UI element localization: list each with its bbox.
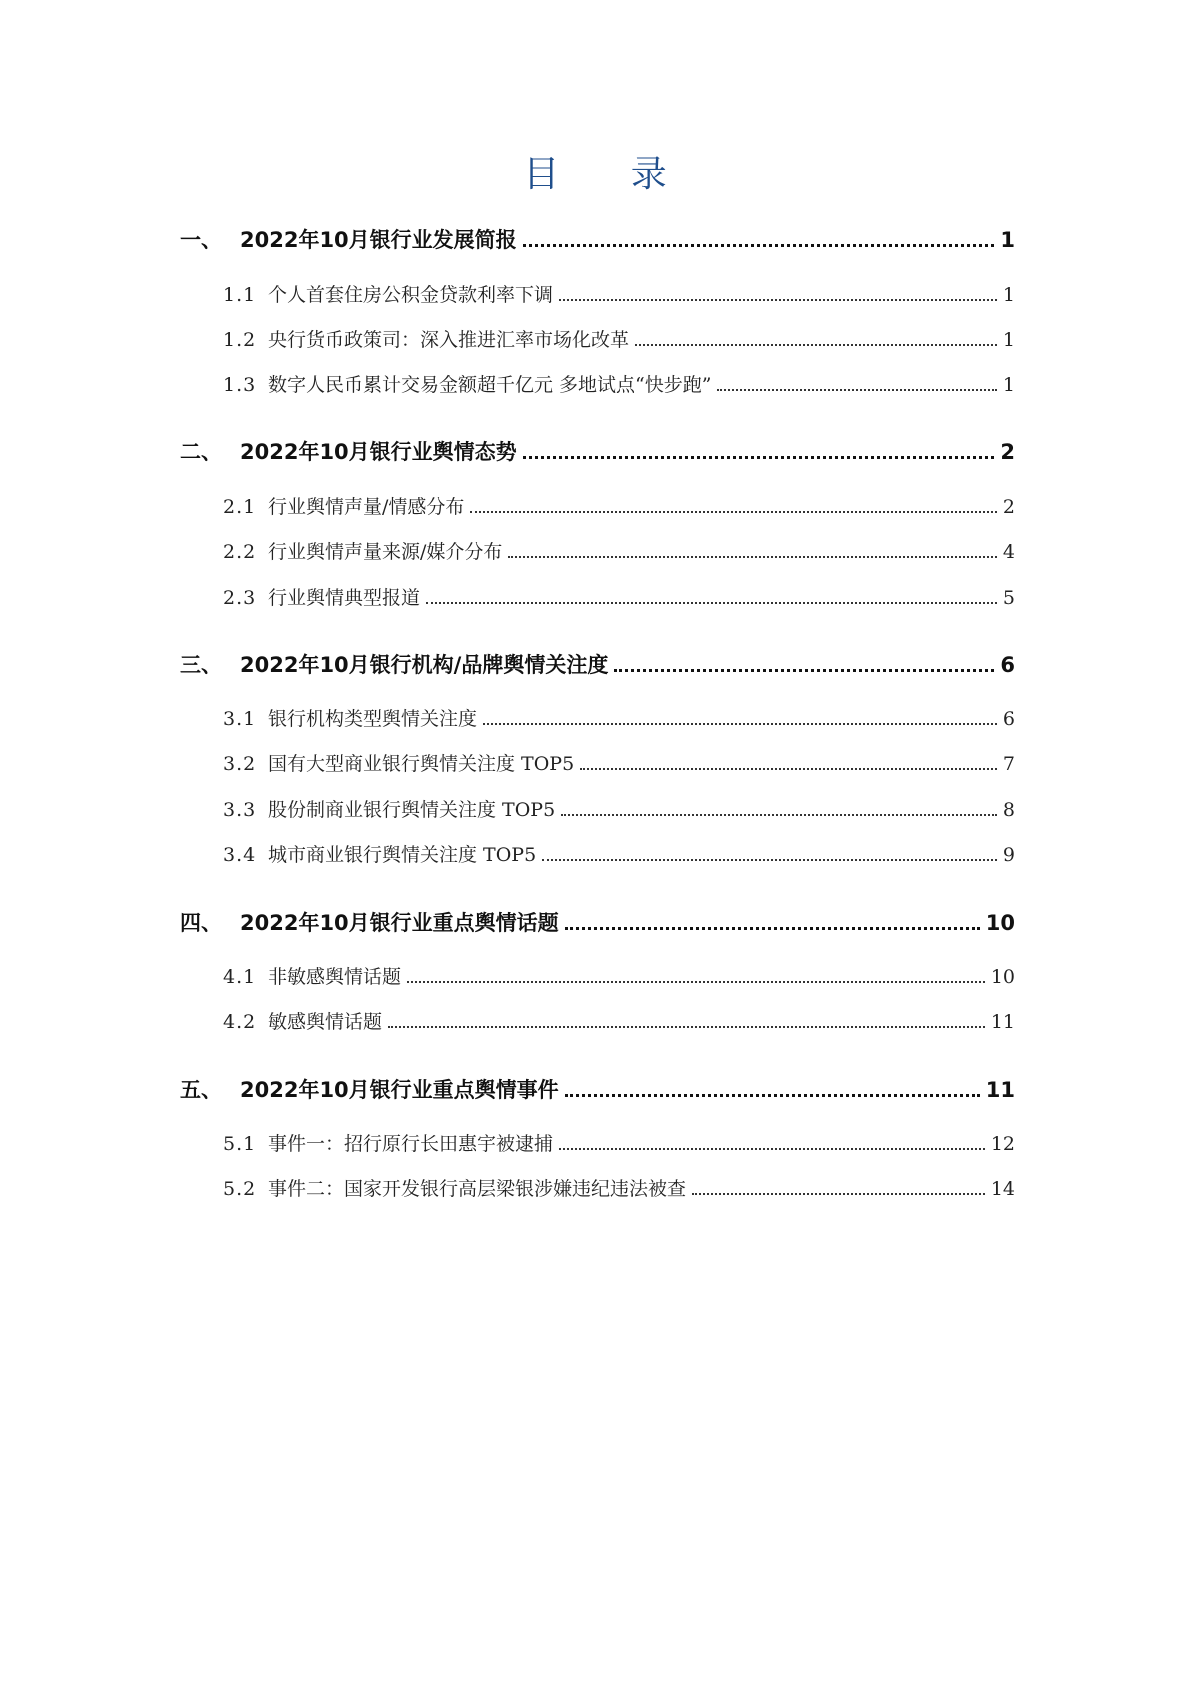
item-number: 1.1 <box>223 284 257 306</box>
toc-item-3-1[interactable] <box>223 703 1015 735</box>
item-title: 行业舆情典型报道 <box>268 587 421 609</box>
page-number: 4 <box>1002 541 1015 563</box>
page-number: 10 <box>990 966 1015 988</box>
dot-leader <box>565 913 980 933</box>
dot-leader <box>407 967 985 987</box>
dot-leader <box>692 1179 985 1199</box>
page-number: 1 <box>1002 329 1015 351</box>
page-number: 1 <box>1002 284 1015 306</box>
section-number: 三、 <box>180 653 222 677</box>
section-title: 2022年10月银行业重点舆情话题 <box>240 911 559 935</box>
section-number: 二、 <box>180 440 222 464</box>
item-title: 敏感舆情话题 <box>268 1011 383 1033</box>
dot-leader <box>717 375 996 395</box>
item-number: 2.3 <box>223 587 257 609</box>
page-number: 5 <box>1002 587 1015 609</box>
item-title: 行业舆情声量来源/媒介分布 <box>268 541 503 563</box>
dot-leader <box>635 330 997 350</box>
toc-section-2[interactable] <box>180 436 1015 468</box>
page-number: 1 <box>1000 228 1015 252</box>
item-title: 非敏感舆情话题 <box>268 966 402 988</box>
page-number: 11 <box>990 1011 1015 1033</box>
page-number: 6 <box>1002 708 1015 730</box>
toc-item-3-3[interactable] <box>223 794 1015 826</box>
item-title: 个人首套住房公积金贷款利率下调 <box>268 284 554 306</box>
item-number: 1.2 <box>223 329 257 351</box>
page-number: 12 <box>990 1133 1015 1155</box>
item-number: 4.2 <box>223 1011 257 1033</box>
item-number: 3.2 <box>223 753 257 775</box>
toc-item-5-2[interactable] <box>223 1173 1015 1205</box>
dot-leader <box>559 1134 985 1154</box>
section-number: 四、 <box>180 911 222 935</box>
item-number: 3.4 <box>223 844 257 866</box>
toc-item-4-1[interactable] <box>223 961 1015 993</box>
section-number: 五、 <box>180 1078 222 1102</box>
toc-section-3[interactable] <box>180 649 1015 681</box>
toc-item-2-3[interactable] <box>223 582 1015 614</box>
dot-leader <box>580 754 997 774</box>
item-title: 行业舆情声量/情感分布 <box>268 496 465 518</box>
page-number: 9 <box>1002 844 1015 866</box>
dot-leader <box>523 442 995 462</box>
toc-item-2-1[interactable] <box>223 491 1015 523</box>
dot-leader <box>388 1012 985 1032</box>
item-number: 3.1 <box>223 708 257 730</box>
item-title: 股份制商业银行舆情关注度 TOP5 <box>268 799 556 821</box>
item-number: 5.2 <box>223 1178 257 1200</box>
page-number: 1 <box>1002 374 1015 396</box>
dot-leader <box>470 497 997 517</box>
page-number: 8 <box>1002 799 1015 821</box>
item-number: 1.3 <box>223 374 257 396</box>
dot-leader <box>426 588 997 608</box>
toc-item-1-2[interactable] <box>223 324 1015 356</box>
toc-item-1-3[interactable] <box>223 369 1015 401</box>
item-title: 银行机构类型舆情关注度 <box>268 708 478 730</box>
item-number: 4.1 <box>223 966 257 988</box>
dot-leader <box>614 655 994 675</box>
page-number: 10 <box>985 911 1015 935</box>
dot-leader <box>559 285 997 305</box>
page-number: 2 <box>1000 440 1015 464</box>
item-number: 3.3 <box>223 799 257 821</box>
toc-item-1-1[interactable] <box>223 279 1015 311</box>
toc-item-3-2[interactable] <box>223 748 1015 780</box>
page-number: 6 <box>1000 653 1015 677</box>
toc-section-4[interactable] <box>180 907 1015 939</box>
dot-leader <box>542 845 997 865</box>
toc-title: 目 录 <box>523 154 697 195</box>
section-title: 2022年10月银行业发展简报 <box>240 228 517 252</box>
toc-section-5[interactable] <box>180 1074 1015 1106</box>
item-title: 事件二：国家开发银行高层梁银涉嫌违纪违法被查 <box>268 1178 687 1200</box>
dot-leader <box>565 1080 980 1100</box>
dot-leader <box>508 542 997 562</box>
section-title: 2022年10月银行机构/品牌舆情关注度 <box>240 653 609 677</box>
dot-leader <box>483 709 997 729</box>
item-number: 2.1 <box>223 496 257 518</box>
item-number: 2.2 <box>223 541 257 563</box>
dot-leader <box>523 230 995 250</box>
item-title: 央行货币政策司：深入推进汇率市场化改革 <box>268 329 630 351</box>
toc-section-1[interactable] <box>180 224 1015 256</box>
page-number: 11 <box>985 1078 1015 1102</box>
section-title: 2022年10月银行业重点舆情事件 <box>240 1078 559 1102</box>
toc-item-3-4[interactable] <box>223 839 1015 871</box>
item-title: 国有大型商业银行舆情关注度 TOP5 <box>268 753 575 775</box>
item-title: 事件一：招行原行长田惠宇被逮捕 <box>268 1133 554 1155</box>
toc-item-4-2[interactable] <box>223 1006 1015 1038</box>
item-number: 5.1 <box>223 1133 257 1155</box>
item-title: 城市商业银行舆情关注度 TOP5 <box>268 844 537 866</box>
section-number: 一、 <box>180 228 222 252</box>
item-title: 数字人民币累计交易金额超千亿元 多地试点“快步跑” <box>268 374 712 396</box>
section-title: 2022年10月银行业舆情态势 <box>240 440 517 464</box>
toc-item-5-1[interactable] <box>223 1128 1015 1160</box>
dot-leader <box>561 800 997 820</box>
toc-item-2-2[interactable] <box>223 536 1015 568</box>
page-number: 14 <box>990 1178 1015 1200</box>
page-number: 7 <box>1002 753 1015 775</box>
page-number: 2 <box>1002 496 1015 518</box>
